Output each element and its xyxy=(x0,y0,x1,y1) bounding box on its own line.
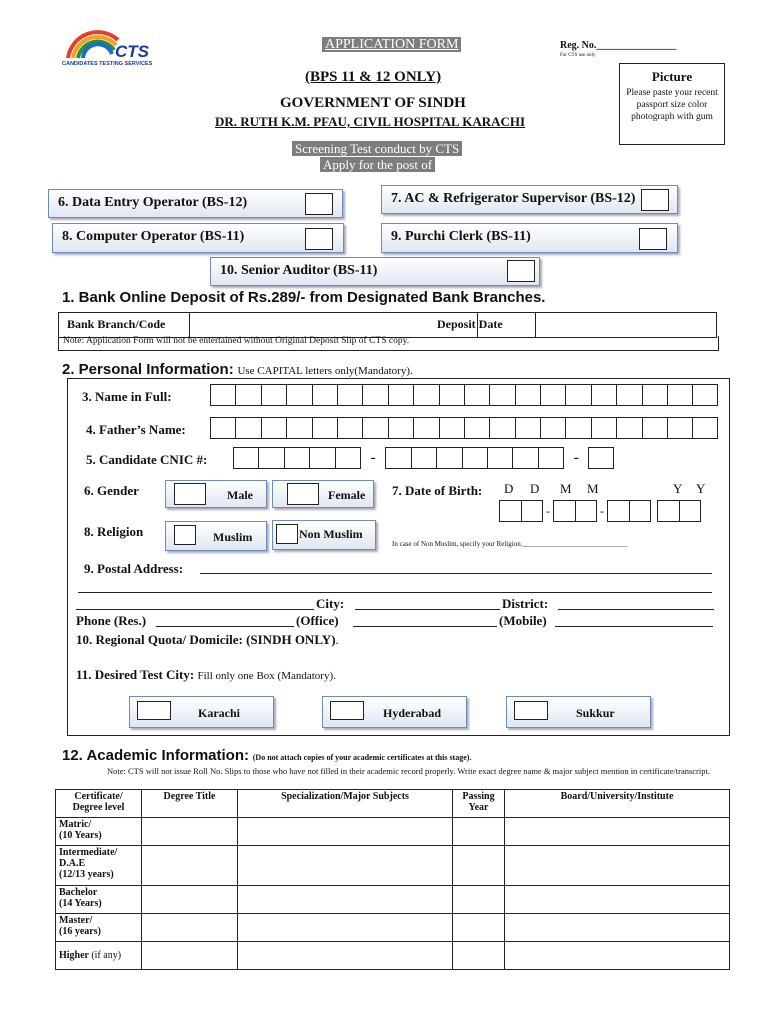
father-name-label: 4. Father’s Name: xyxy=(86,422,186,437)
board-cell[interactable] xyxy=(505,818,730,846)
gender-female-checkbox[interactable] xyxy=(287,483,319,505)
postal-address-label: 9. Postal Address: xyxy=(84,561,184,576)
degree-title-cell[interactable] xyxy=(142,846,238,886)
academic-note: Note: CTS will not issue Roll No. Slips to those who have not filled in their academic record properly. Write exact degree name & major subject mention in certificate/transcript. xyxy=(107,766,710,776)
degree-title-cell[interactable] xyxy=(142,886,238,914)
dob-label: 7. Date of Birth: xyxy=(392,483,483,498)
passing-year-cell[interactable] xyxy=(453,914,505,942)
cts-logo xyxy=(60,30,170,70)
passing-year-cell[interactable] xyxy=(453,886,505,914)
district-line[interactable] xyxy=(558,609,714,610)
govt-heading: GOVERNMENT OF SINDH xyxy=(280,95,466,111)
picture-box xyxy=(619,63,725,145)
religion-muslim-option[interactable]: Muslim xyxy=(165,521,267,551)
logo-subtitle: CANDIDATES TESTING SERVICES xyxy=(62,61,153,67)
board-cell[interactable] xyxy=(505,914,730,942)
phone-mobile-line[interactable] xyxy=(555,626,713,627)
phone-office-label: (Office) xyxy=(296,613,339,628)
specialization-cell[interactable] xyxy=(238,818,453,846)
section12-heading: 12. Academic Information: (Do not attach copies of your academic certificates at this stage). xyxy=(62,747,472,764)
name-grid[interactable] xyxy=(210,384,718,406)
test-city-hyderabad-checkbox[interactable] xyxy=(330,701,364,720)
post-data-entry-operator[interactable]: 6. Data Entry Operator (BS-12) xyxy=(48,189,343,218)
col-header: Board/University/Institute xyxy=(505,790,730,818)
academic-table xyxy=(55,789,730,970)
post-ac-refrigerator-supervisor[interactable]: 7. AC & Refrigerator Supervisor (BS-12) xyxy=(381,185,678,214)
test-city-hyderabad[interactable]: Hyderabad xyxy=(322,696,467,728)
deposit-date-label: Deposit Date xyxy=(437,317,503,331)
table-row xyxy=(56,846,730,886)
table-row xyxy=(56,942,730,970)
deposit-date-input[interactable] xyxy=(535,313,717,337)
scope-heading: (BPS 11 & 12 ONLY) xyxy=(305,69,442,85)
phone-office-line[interactable] xyxy=(353,626,497,627)
reg-note: For CTS use only xyxy=(560,53,596,58)
bank-branch-label: Bank Branch/Code xyxy=(67,317,166,331)
logo-text: CTS xyxy=(115,42,149,61)
dob-grid[interactable]: - - xyxy=(499,500,701,522)
col-header: Degree Title xyxy=(142,790,238,818)
specialization-cell[interactable] xyxy=(238,846,453,886)
section2-heading: 2. Personal Information: Use CAPITAL letters only(Mandatory). xyxy=(62,361,413,378)
post-checkbox[interactable] xyxy=(305,228,333,250)
bank-table xyxy=(58,312,717,338)
gender-male-option[interactable]: Male xyxy=(165,480,267,508)
cnic-label: 5. Candidate CNIC #: xyxy=(86,452,208,467)
test-city-heading: 11. Desired Test City: Fill only one Box (Mandatory). xyxy=(76,667,336,682)
degree-title-cell[interactable] xyxy=(142,818,238,846)
gender-male-checkbox[interactable] xyxy=(174,483,206,505)
deposit-note: Note: Application Form will not be entertained without Original Deposit Slip of CTS copy. xyxy=(58,336,719,351)
religion-non-muslim-checkbox[interactable] xyxy=(276,524,298,544)
test-city-karachi[interactable]: Karachi xyxy=(129,696,274,728)
quota-label: 10. Regional Quota/ Domicile: (SINDH ONLY). xyxy=(76,632,339,647)
city-line[interactable] xyxy=(355,609,500,610)
district-label: District: xyxy=(502,596,549,611)
apply-line: Apply for the post of xyxy=(320,157,435,173)
board-cell[interactable] xyxy=(505,886,730,914)
col-header: Passing Year xyxy=(453,790,505,818)
row-level: Intermediate/ D.A.E (12/13 years) xyxy=(56,846,142,886)
degree-title-cell[interactable] xyxy=(142,942,238,970)
address-line-3[interactable] xyxy=(76,609,314,610)
post-checkbox[interactable] xyxy=(507,260,535,282)
religion-non-muslim-option[interactable]: Non Muslim xyxy=(272,520,376,550)
col-header: Certificate/ Degree level xyxy=(56,790,142,818)
col-header: Specialization/Major Subjects xyxy=(238,790,453,818)
row-level: Bachelor (14 Years) xyxy=(56,886,142,914)
board-cell[interactable] xyxy=(505,942,730,970)
academic-header-row xyxy=(56,790,730,818)
post-checkbox[interactable] xyxy=(639,228,667,250)
passing-year-cell[interactable] xyxy=(453,942,505,970)
specialization-cell[interactable] xyxy=(238,942,453,970)
table-row xyxy=(56,886,730,914)
phone-res-label: Phone (Res.) xyxy=(76,613,147,628)
board-cell[interactable] xyxy=(505,846,730,886)
picture-note: Please paste your recent passport size color photograph with gum xyxy=(626,88,718,122)
passing-year-cell[interactable] xyxy=(453,846,505,886)
dob-format: D D M M Y Y xyxy=(504,481,706,496)
postal-address-line-2[interactable] xyxy=(78,592,712,593)
degree-title-cell[interactable] xyxy=(142,914,238,942)
row-level: Matric/ (10 Years) xyxy=(56,818,142,846)
religion-note: In case of Non Muslim, specify your Religion.______________________________ xyxy=(392,540,628,548)
city-label: City: xyxy=(316,596,345,611)
row-level: Higher (if any) xyxy=(56,942,142,970)
postal-address-line[interactable] xyxy=(200,573,712,574)
phone-res-line[interactable] xyxy=(156,626,294,627)
post-computer-operator[interactable]: 8. Computer Operator (BS-11) xyxy=(52,223,344,253)
table-row xyxy=(56,818,730,846)
name-label: 3. Name in Full: xyxy=(82,389,172,404)
specialization-cell[interactable] xyxy=(238,914,453,942)
hospital-heading: DR. RUTH K.M. PFAU, CIVIL HOSPITAL KARACHI xyxy=(215,114,526,129)
test-city-sukkur[interactable]: Sukkur xyxy=(506,696,651,728)
religion-muslim-checkbox[interactable] xyxy=(174,525,196,545)
post-purchi-clerk[interactable]: 9. Purchi Clerk (BS-11) xyxy=(381,223,678,253)
post-checkbox[interactable] xyxy=(641,189,669,211)
row-level: Master/ (16 years) xyxy=(56,914,142,942)
phone-mobile-label: (Mobile) xyxy=(499,613,547,628)
cnic-grid[interactable]: - - xyxy=(233,447,614,469)
table-row xyxy=(56,914,730,942)
religion-label: 8. Religion xyxy=(84,524,144,539)
post-senior-auditor[interactable]: 10. Senior Auditor (BS-11) xyxy=(210,257,540,286)
father-name-grid[interactable] xyxy=(210,417,718,439)
test-city-karachi-checkbox[interactable] xyxy=(137,701,171,720)
gender-female-option[interactable]: Female xyxy=(272,480,374,508)
gender-label: 6. Gender xyxy=(84,483,139,498)
passing-year-cell[interactable] xyxy=(453,818,505,846)
reg-no: Reg. No.________________ xyxy=(560,40,677,51)
post-checkbox[interactable] xyxy=(305,193,333,215)
screening-line: Screening Test conduct by CTS xyxy=(292,141,462,157)
picture-title: Picture xyxy=(651,69,693,84)
section1-heading: 1. Bank Online Deposit of Rs.289/- from Designated Bank Branches. xyxy=(62,289,546,306)
bank-branch-input[interactable] xyxy=(189,313,478,337)
form-title: APPLICATION FORM xyxy=(322,37,461,53)
specialization-cell[interactable] xyxy=(238,886,453,914)
test-city-sukkur-checkbox[interactable] xyxy=(514,701,548,720)
